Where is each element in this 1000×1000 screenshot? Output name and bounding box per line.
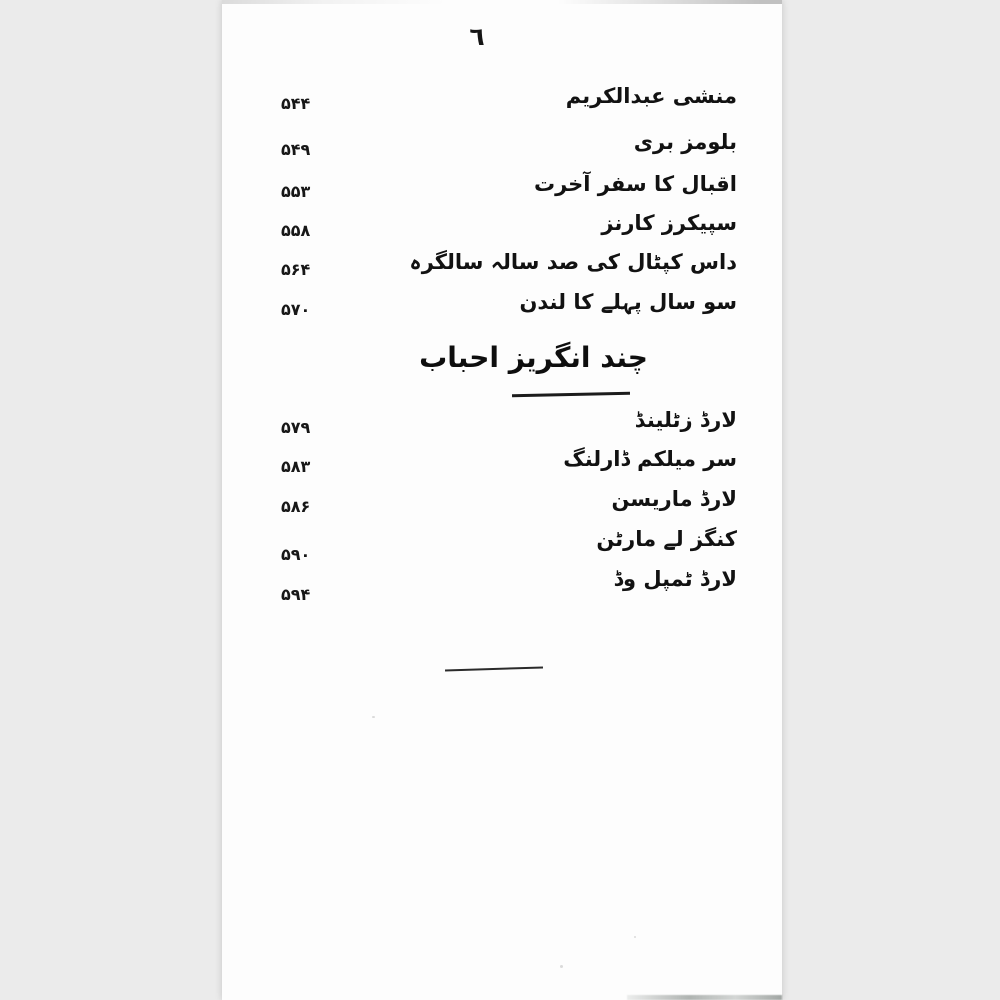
scan-speck — [634, 936, 636, 938]
toc-row — [222, 250, 782, 288]
section-heading: چند انگریز احباب — [419, 341, 648, 374]
toc-row — [222, 527, 782, 565]
entry-title: داس کپٹال کی صد سالہ سالگرہ — [409, 250, 737, 274]
entry-page-number: ۵۷۰ — [281, 300, 311, 319]
book-page — [222, 0, 782, 1000]
entry-title: منشی عبدالکریم — [565, 84, 737, 108]
entry-title: لارڈ ماریسن — [611, 487, 737, 511]
entry-title: کنگز لے مارٹن — [596, 527, 737, 551]
entry-page-number: ۵۶۴ — [281, 260, 311, 279]
toc-row — [222, 84, 782, 122]
toc-row — [222, 211, 782, 249]
entry-title: لارڈ ٹمپل وڈ — [613, 567, 737, 591]
end-of-list-rule — [445, 666, 543, 671]
scan-speck — [560, 965, 563, 968]
toc-row — [222, 290, 782, 328]
entry-title: لارڈ زٹلینڈ — [634, 408, 737, 432]
entry-title: سو سال پہلے کا لندن — [519, 290, 737, 314]
entry-page-number: ۵۸۳ — [281, 457, 311, 476]
entry-page-number: ۵۷۹ — [281, 418, 311, 437]
toc-row — [222, 447, 782, 485]
page-top-edge-artifact — [222, 0, 782, 4]
entry-page-number: ۵۹۰ — [281, 545, 311, 564]
page-bottom-edge-artifact — [627, 995, 782, 1000]
scan-speck — [372, 716, 375, 718]
section-heading-underline — [512, 392, 630, 397]
page-number-folio: ٦ — [469, 22, 485, 51]
entry-page-number: ۵۴۴ — [281, 94, 311, 113]
toc-row — [222, 408, 782, 446]
toc-row — [222, 567, 782, 605]
entry-page-number: ۵۵۳ — [281, 182, 311, 201]
entry-title: اقبال کا سفر آخرت — [534, 172, 737, 196]
entry-page-number: ۵۹۴ — [281, 585, 311, 604]
entry-title: سپیکرز کارنز — [601, 211, 737, 235]
entry-page-number: ۵۸۶ — [281, 497, 311, 516]
entry-title: بلومز بری — [633, 130, 737, 154]
toc-row — [222, 130, 782, 168]
toc-row — [222, 172, 782, 210]
entry-page-number: ۵۵۸ — [281, 221, 311, 240]
entry-title: سر میلکم ڈارلنگ — [563, 447, 737, 471]
entry-page-number: ۵۴۹ — [281, 140, 311, 159]
toc-row — [222, 487, 782, 525]
